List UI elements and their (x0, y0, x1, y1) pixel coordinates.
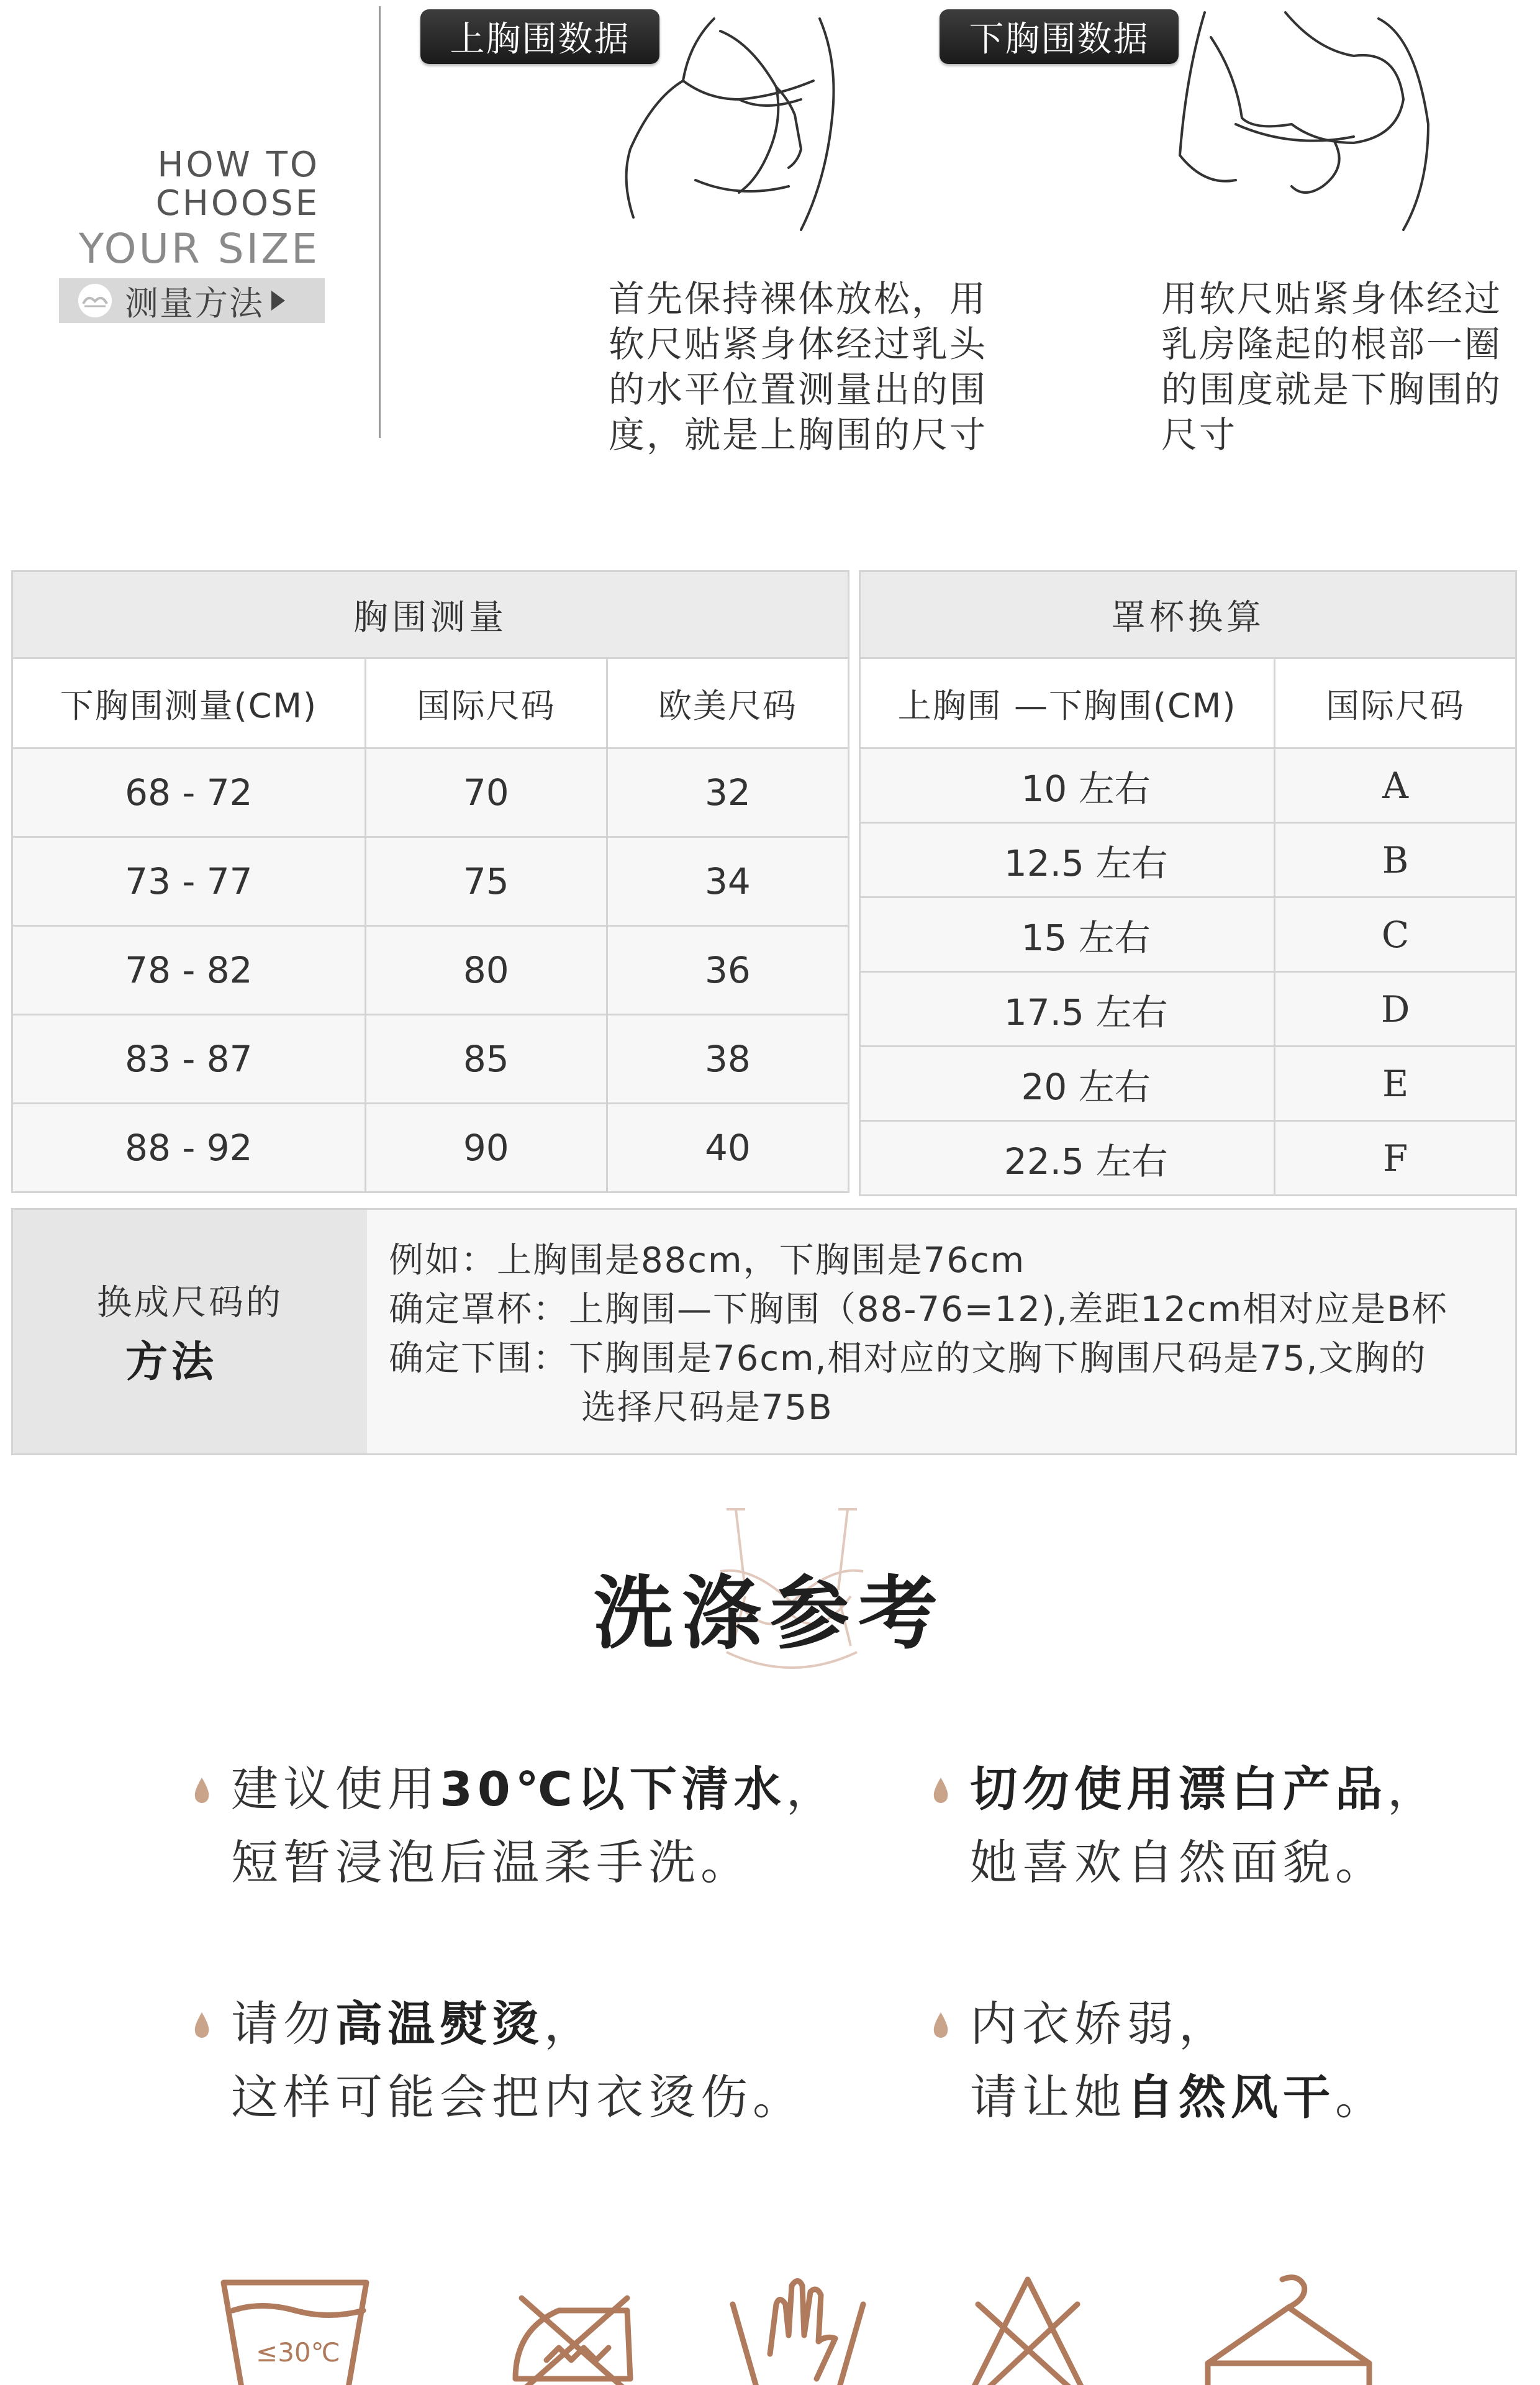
conversion-label-line2: 方法 (125, 1337, 217, 1387)
col-header-underbust: 下胸围测量(CM) (12, 658, 366, 748)
tip-line2: 短暂浸泡后温柔手洗。 (231, 1835, 753, 1890)
wash-temp-label: ≤30℃ (256, 2337, 340, 2368)
tip-text: 请让她 (970, 2069, 1126, 2125)
table-cell: 34 (607, 837, 848, 926)
tip-text: ， (786, 1761, 838, 1817)
cup-conversion-title: 罩杯换算 (860, 571, 1516, 658)
lower-bust-description: 用软尺贴紧身体经过 乳房隆起的根部一圈 的围度就是下胸围的 尺寸 (1161, 278, 1503, 456)
table-cell: 32 (607, 748, 848, 837)
hang-dry-icon (1208, 2278, 1369, 2385)
tip-text: ， (1387, 1761, 1439, 1817)
hand-wash-icon (733, 2281, 863, 2385)
table-cell: A (1275, 748, 1516, 823)
tip-emphasis: 切勿使用漂白产品 (970, 1761, 1387, 1817)
table-cell: F (1275, 1121, 1516, 1196)
size-conversion-box (11, 1208, 1517, 1455)
care-icons-row (0, 2261, 1540, 2385)
tip-text: 请勿 (231, 1996, 335, 2051)
play-arrow-icon (271, 291, 285, 311)
how-to-line1: HOW TO (157, 145, 320, 185)
wash-tip (970, 1753, 1439, 1899)
how-to-choose-heading (79, 146, 320, 273)
drop-icon (931, 1776, 950, 1804)
table-cell: 22.5 左右 (860, 1121, 1275, 1196)
table-cell: 20 左右 (860, 1047, 1275, 1121)
tip-line2: 这样可能会把内衣烫伤。 (231, 2069, 805, 2125)
wash-30-icon (224, 2283, 366, 2385)
wash-tip (231, 1753, 838, 1899)
conversion-line: 例如：上胸围是88cm，下胸围是76cm (389, 1240, 1026, 1281)
cup-conversion-table (859, 570, 1517, 1196)
tip-text: 。 (1335, 2069, 1387, 2125)
table-cell: 83 - 87 (12, 1015, 366, 1104)
table-row (860, 897, 1516, 972)
washing-title: 洗涤参考 (593, 1568, 946, 1660)
table-row (12, 1104, 849, 1192)
conversion-line: 确定下围：下胸围是76cm,相对应的文胸下胸围尺码是75,文胸的 (389, 1338, 1427, 1379)
table-cell: 15 左右 (860, 897, 1275, 972)
table-row (860, 1047, 1516, 1121)
no-bleach-icon (969, 2279, 1087, 2385)
tip-emphasis: 自然风干 (1126, 2069, 1335, 2125)
table-cell: 70 (365, 748, 607, 837)
wash-tip (970, 1988, 1387, 2134)
how-to-line2: CHOOSE (155, 183, 320, 224)
bust-measure-title: 胸围测量 (12, 571, 849, 658)
drop-icon (192, 2011, 211, 2038)
vertical-divider (379, 6, 381, 438)
table-cell: E (1275, 1047, 1516, 1121)
measure-method-label: 测量方法 (125, 283, 264, 323)
conversion-label (13, 1210, 367, 1453)
table-row (12, 748, 849, 837)
table-cell: B (1275, 823, 1516, 897)
table-cell: 36 (607, 926, 848, 1015)
col-header-cup-size: 国际尺码 (1275, 658, 1516, 748)
table-cell: 90 (365, 1104, 607, 1192)
table-cell: 88 - 92 (12, 1104, 366, 1192)
conversion-label-line1: 换成尺码的 (97, 1282, 283, 1323)
table-row (12, 926, 849, 1015)
lower-bust-tag: 下胸围数据 (940, 9, 1179, 64)
conversion-line: 选择尺码是75B (581, 1388, 833, 1428)
drop-icon (192, 1776, 211, 1804)
col-header-eu-size: 欧美尺码 (607, 658, 848, 748)
table-row (860, 972, 1516, 1047)
upper-bust-tag: 上胸围数据 (420, 9, 659, 64)
table-row (860, 1121, 1516, 1196)
table-cell: C (1275, 897, 1516, 972)
table-row (860, 748, 1516, 823)
table-cell: 73 - 77 (12, 837, 366, 926)
tip-line1: 内衣娇弱， (970, 1996, 1231, 2051)
tip-text: 建议使用 (231, 1761, 440, 1817)
table-cell: 38 (607, 1015, 848, 1104)
table-cell: 68 - 72 (12, 748, 366, 837)
conversion-line: 确定罩杯：上胸围—下胸围（88-76=12),差距12cm相对应是B杯 (389, 1289, 1448, 1330)
table-row (12, 1015, 849, 1104)
tip-emphasis: 高温熨烫 (335, 1996, 544, 2051)
table-cell: 75 (365, 837, 607, 926)
drop-icon (931, 2011, 950, 2038)
bust-measure-table (11, 570, 849, 1193)
upper-bust-description: 首先保持裸体放松，用 软尺贴紧身体经过乳头 的水平位置测量出的围 度，就是上胸围的尺寸 (609, 278, 988, 456)
table-cell: 80 (365, 926, 607, 1015)
table-cell: 12.5 左右 (860, 823, 1275, 897)
table-cell: 10 左右 (860, 748, 1275, 823)
bra-icon (76, 282, 114, 319)
tip-line2: 她喜欢自然面貌。 (970, 1835, 1387, 1890)
table-cell: D (1275, 972, 1516, 1047)
col-header-intl-size: 国际尺码 (365, 658, 607, 748)
table-cell: 85 (365, 1015, 607, 1104)
conversion-text (389, 1236, 1448, 1432)
col-header-difference: 上胸围 —下胸围(CM) (860, 658, 1275, 748)
table-cell: 78 - 82 (12, 926, 366, 1015)
how-to-line3: YOUR SIZE (78, 225, 320, 273)
tip-emphasis: 30℃以下清水 (440, 1761, 786, 1817)
table-cell: 40 (607, 1104, 848, 1192)
no-iron-icon (515, 2298, 630, 2385)
tip-text: ， (544, 1996, 596, 2051)
table-cell: 17.5 左右 (860, 972, 1275, 1047)
table-row (12, 837, 849, 926)
table-row (860, 823, 1516, 897)
measure-method-bar (59, 278, 325, 323)
upper-bust-sketch (615, 6, 888, 236)
lower-bust-sketch (1167, 0, 1441, 236)
wash-tip (231, 1988, 805, 2134)
